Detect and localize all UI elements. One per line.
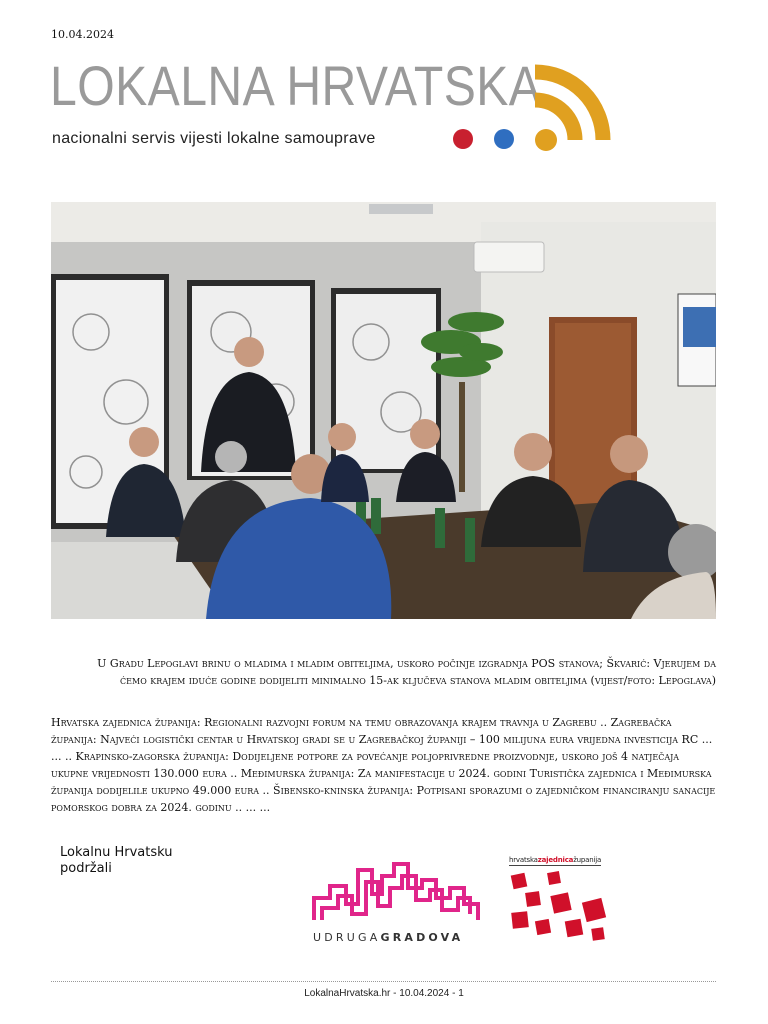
hzz-name: hrvatskazajednicažupanija [509,856,602,864]
supporters-label: Lokalnu Hrvatsku podržali [60,845,173,876]
rss-feed-icon [530,62,626,154]
red-dot-icon [453,129,473,149]
page-footer: LokalnaHrvatska.hr - 10.04.2024 - 1 [304,988,464,999]
meeting-photo [51,202,716,619]
hzz-checker-logo-icon [508,870,610,946]
footer-divider [51,981,716,982]
blue-dot-icon [494,129,514,149]
brand-subtitle: nacionalni servis vijesti lokalne samouprave [52,130,376,147]
udruga-gradova-name: UDRUGAGRADOVA [313,931,464,944]
news-digest: Hrvatska zajednica županija: Regionalni razvojni forum na temu obrazovanja krajem travnja u Zagrebu .. Zagrebačka županija: Najveći logistički centar u Hrvatskoj gradi se u Zagrebačkoj županiji – 100 milijuna eura vrijedna investicija RC ... ... .. Krapinsko-zagorska županija: Dodijeljene potpore za povećanje poljoprivredne proizvodnje, uskoro još 4 natječaja ukupne vrijednosti 130.000 eura .. Međimurska županija: Za manifestacije u 2024. godini Turistička zajednica i Međimurska županija dodijelile ukupno 49.000 eura .. Šibensko-kninska županija: Potpisani sporazumi o zajedničkom financiranju sanacije pomorskog dobra za 2024. godinu .. ... ... [51,716,716,814]
photo-caption: U Gradu Lepoglavi brinu o mladima i mladim obiteljima, uskoro počinje izgradnja POS stanova; Škvarić: Vjerujem da ćemo krajem iduće godine dodijeliti minimalno 15-ak ključeva stanova mladim obiteljima (vijest/foto: Lepoglava) [97,657,716,687]
publication-date: 10.04.2024 [51,28,114,41]
brand-title: LOKALNA HRVATSKA [50,54,542,117]
udruga-gradova-logo-icon [312,858,482,926]
